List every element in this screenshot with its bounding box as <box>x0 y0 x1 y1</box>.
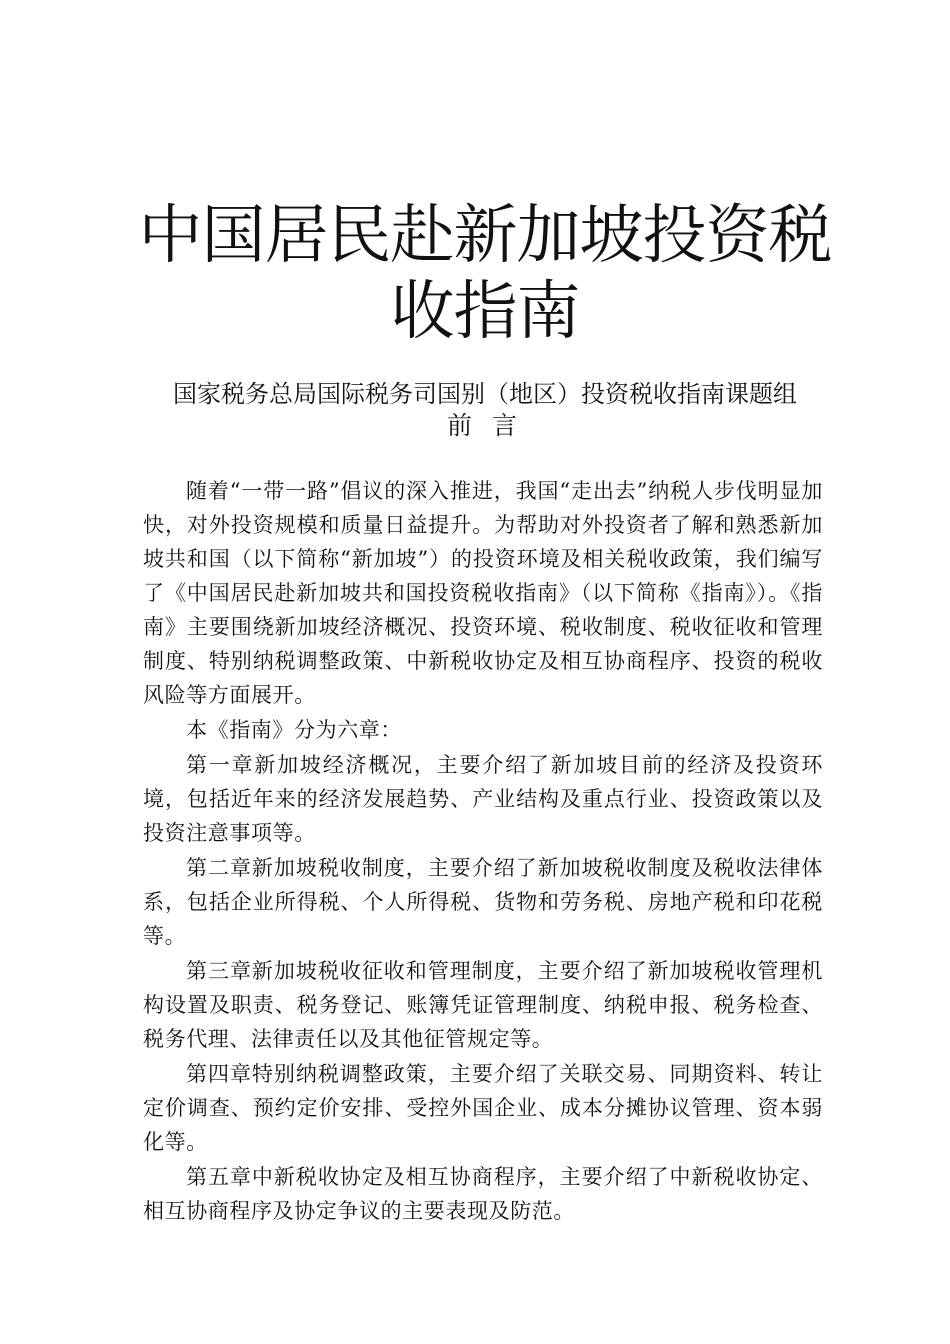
author-line: 国家税务总局国际税务司国别（地区）投资税收指南课题组 <box>173 380 797 408</box>
paragraph: 第五章中新税收协定及相互协商程序，主要介绍了中新税收协定、相互协商程序及协定争议的主要表现及防范。 <box>143 1165 823 1223</box>
document-title <box>100 198 870 350</box>
paragraph: 随着“一带一路”倡议的深入推进，我国“走出去”纳税人步伐明显加快，对外投资规模和质量日益提升。为帮助对外投资者了解和熟悉新加坡共和国（以下简称“新加坡”）的投资环境及相关税收政策，我们编写了《中国居民赴新加坡共和国投资税收指南》（以下简称《指南》）。《指南》主要围绕新加坡经济概况、投资环境、税收制度、税收征收和管理制度、特别纳税调整政策、中新税收协定及相互协商程序、投资的税收风险等方面展开。 <box>143 479 823 707</box>
paragraph: 第三章新加坡税收征收和管理制度，主要介绍了新加坡税收管理机构设置及职责、税务登记、账簿凭证管理制度、纳税申报、税务检查、税务代理、法律责任以及其他征管规定等。 <box>143 959 823 1051</box>
title-line-2: 收指南 <box>390 275 580 349</box>
paragraph: 第二章新加坡税收制度，主要介绍了新加坡税收制度及税收法律体系，包括企业所得税、个人所得税、货物和劳务税、房地产税和印花税等。 <box>143 856 823 948</box>
paragraph: 第一章新加坡经济概况，主要介绍了新加坡目前的经济及投资环境，包括近年来的经济发展趋势、产业结构及重点行业、投资政策以及投资注意事项等。 <box>143 753 823 845</box>
paragraph: 本《指南》分为六章： <box>186 718 402 742</box>
title-line-1: 中国居民赴新加坡投资税 <box>138 199 832 273</box>
paragraph: 第四章特别纳税调整政策，主要介绍了关联交易、同期资料、转让定价调查、预约定价安排、受控外国企业、成本分摊协议管理、资本弱化等。 <box>143 1062 823 1154</box>
preface-heading: 前 言 <box>447 411 523 440</box>
body-text <box>143 474 823 1229</box>
